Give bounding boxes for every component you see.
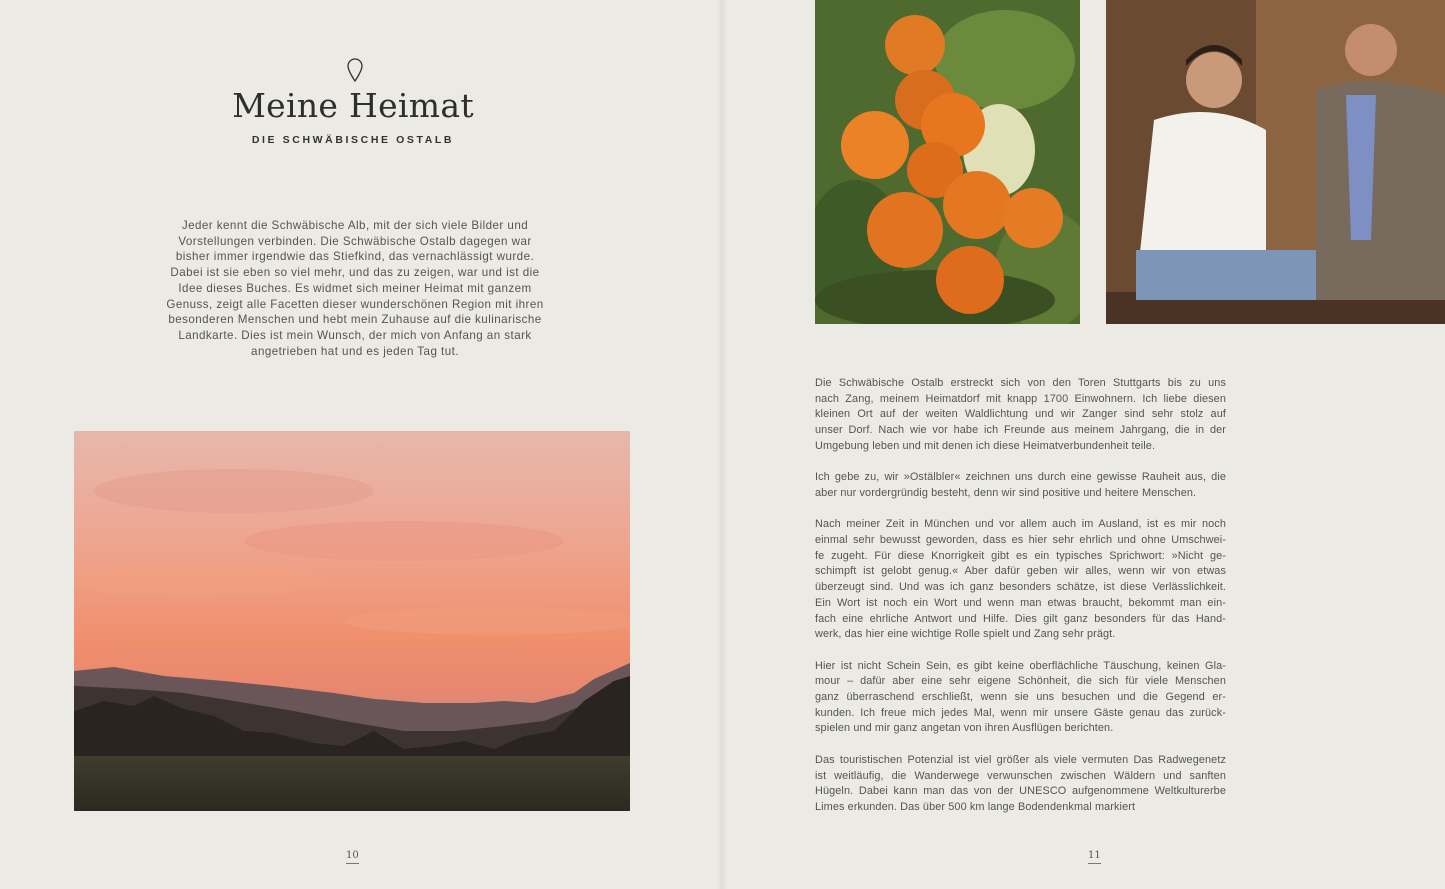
text-line: kunden. Ich freue mich jedes Mal, wenn mir unsere Gäste genau das zurück-	[815, 706, 1226, 719]
text-line: Hügeln. Dabei kann man das von der UNESCO aufgenommene Weltkulturerbe	[815, 785, 1226, 798]
paragraph	[815, 517, 1226, 643]
text-line: Ich gebe zu, wir »Ostälbler« zeichnen uns durch eine gewisse Rauheit aus, die	[815, 471, 1226, 484]
chefs-portrait-photo	[1106, 0, 1445, 324]
sunset-landscape-photo	[74, 431, 630, 811]
body-text	[815, 376, 1226, 831]
intro-line: Landkarte. Dies ist mein Wunsch, der mich von Anfang an stark	[178, 328, 532, 342]
text-line: werk, das hier eine wichtige Rolle spielt und Zang sehr prägt.	[815, 628, 1116, 641]
text-line: einmal sehr bewusst geworden, dass es hier sehr ehrlich und ohne Umschwei-	[815, 534, 1226, 546]
intro-line: besonderen Menschen und hebt mein Zuhause auf die kulinarische	[168, 313, 542, 327]
text-line: spielen und mir ganz angetan von ihren Ausflügen berichten.	[815, 722, 1114, 735]
text-line: Limes erkunden. Das über 500 km lange Bodendenkmal markiert	[815, 800, 1136, 813]
text-line: Die Schwäbische Ostalb erstreckt sich von den Toren Stuttgarts bis zu uns	[815, 377, 1226, 389]
intro-line: Dabei ist sie eben so viel mehr, und das zu zeigen, war und ist die	[170, 266, 540, 280]
paragraph	[815, 753, 1226, 816]
text-line: schimpft ist gelobt genug.« Aber dafür geben wir alles, wenn wir von etwas	[815, 565, 1226, 578]
text-line: Umgebung leben und mit denen ich diese Heimatverbundenheit teile.	[815, 439, 1156, 452]
text-line: fe zugeht. Für diese Knorrigkeit gibt es ein typisches Sprichwort: »Nicht ge-	[815, 549, 1226, 562]
text-line: nach Zang, meinem Heimatdorf mit knapp 1700 Einwohnern. Ich liebe diesen	[815, 392, 1226, 405]
paragraph	[815, 376, 1226, 455]
intro-line: Jeder kennt die Schwäbische Alb, mit der sich viele Bilder und	[181, 219, 529, 232]
text-line: aber nur vordergründig besteht, denn wir sind positive und heitere Menschen.	[815, 486, 1197, 499]
intro-line: Idee dieses Buches. Es widmet sich meiner Heimat mit ganzem	[178, 281, 532, 295]
intro-paragraph	[140, 218, 570, 359]
intro-line: Vorstellungen verbinden. Die Schwäbische Ostalb dagegen war	[178, 234, 532, 248]
text-line: Ein Wort ist noch ein Wort und wenn man etwas braucht, bekommt man ein-	[815, 596, 1226, 609]
chapter-title: Meine Heimat	[232, 86, 474, 125]
text-line: Hier ist nicht Schein Sein, es gibt keine oberflächliche Täuschung, keinen Gla-	[815, 659, 1226, 672]
intro-line: angetrieben hat und es jeden Tag tut.	[251, 344, 459, 358]
intro-line: Genuss, zeigt alle Facetten dieser wunderschönen Region mit ihren	[166, 297, 544, 311]
text-line: Nach meiner Zeit in München und vor allem auch im Ausland, ist es mir noch	[815, 518, 1226, 531]
text-line: mour – dafür aber eine sehr eigene Schönheit, die sich für viele Menschen	[815, 675, 1226, 688]
page-number-right: 11	[1088, 850, 1101, 864]
chapter-subtitle: DIE SCHWÄBISCHE OSTALB	[251, 134, 455, 146]
intro-line: bisher immer irgendwie das Stiefkind, das vernachlässigt wurde.	[175, 250, 535, 264]
text-line: ist weitläufig, die Wanderwege verwunschen zwischen Wäldern und sanften	[815, 769, 1226, 782]
text-line: kleinen Ort auf der weiten Waldlichtung und wir Zanger sind sehr stolz auf	[815, 408, 1226, 421]
paragraph	[815, 659, 1226, 738]
book-gutter	[717, 0, 727, 889]
pumpkins-photo	[815, 0, 1080, 324]
text-line: fach eine ehrliche Antwort und Hilfe. Dies gilt ganz besonders für das Hand-	[815, 612, 1226, 625]
text-line: überzeugt sind. Und was ich ganz besonders schätze, ist diese Verlässlichkeit.	[815, 581, 1226, 594]
text-line: ganz überraschend erschließt, wenn sie uns besuchen und die Gegend er-	[815, 691, 1226, 704]
paragraph	[815, 470, 1226, 501]
page-number-left: 10	[346, 850, 359, 864]
map-pin-icon	[344, 57, 366, 83]
text-line: unser Dorf. Nach wie vor habe ich Freunde aus meinem Jahrgang, die in der	[815, 424, 1226, 437]
text-line: Das touristischen Potenzial ist viel größer als viele vermuten Das Radwegenetz	[815, 753, 1226, 766]
